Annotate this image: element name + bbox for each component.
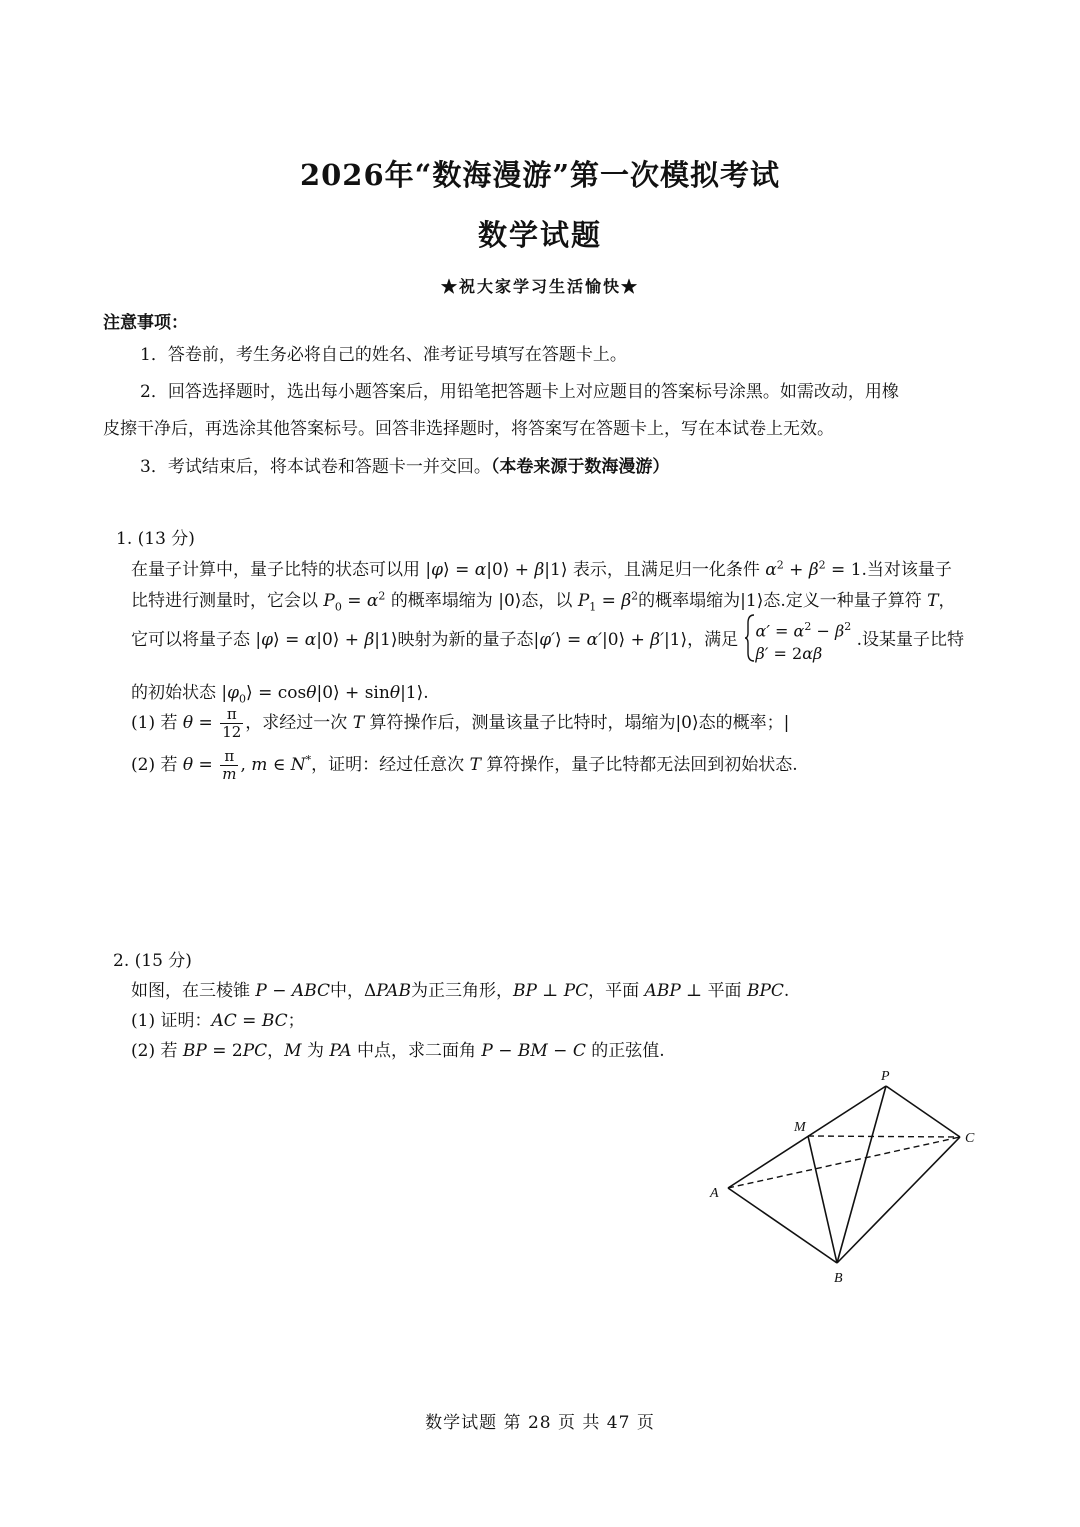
motto: ★祝大家学习生活愉快★ <box>440 277 639 296</box>
q2-text: 平面 <box>707 981 742 1001</box>
q1-text: .设某量子比特 <box>856 630 964 650</box>
question-1-part-1: (1) 若 θ = $\frac{\pi}{12}$ ，求经过一次 T 算符操作后，测量该量子比特时，塌缩为|0⟩态的概率；| <box>131 705 790 741</box>
q1-text: 它可以将量子态 <box>131 630 250 650</box>
q2-text: 为 <box>306 1041 324 1061</box>
q2-text: 中， <box>330 981 365 1001</box>
notice-item-3-text: 3．考试结束后，将本试卷和答题卡一并交回。 <box>140 457 491 477</box>
notice-item-2-line-1: 2．回答选择题时，选出每小题答案后，用铅笔把答题卡上对应题目的答案标号涂黑。如需改动，用橡 <box>140 382 899 402</box>
label-C: C <box>965 1131 975 1146</box>
system-brace <box>744 613 756 668</box>
q1-text: ，求经过一次 <box>245 713 348 733</box>
page-title: 2026年“数海漫游”第一次模拟考试 <box>299 158 781 192</box>
q2-text: ， <box>267 1041 285 1061</box>
edge-BA <box>728 1188 837 1263</box>
question-1-line-3: 它可以将量子态 |φ⟩ = α|0⟩ + β|1⟩映射为新的量子态|φ′⟩ = α′|0⟩ + β′|1⟩，满足 $\alpha' = \alpha^2 - \beta^2$ β′ = 2αβ .设某量子比特 <box>131 613 964 668</box>
q1-text: 在量子计算中，量子比特的状态可以用 <box>131 560 420 580</box>
question-1-line-2: 比特进行测量时，它会以 $P_0 = \alpha^2$ 的概率塌缩为 |0⟩态，以 $P_1 = \beta^2$的概率塌缩为|1⟩态.定义一种量子算符 T， <box>131 589 956 614</box>
q1-text: 的初始状态 <box>131 683 216 703</box>
q1-text: 的概率塌缩为 <box>638 591 741 611</box>
q1-text: 态的概率； <box>698 713 784 733</box>
label-P: P <box>881 1069 890 1084</box>
q1-text: 比特进行测量时，它会以 <box>131 591 318 611</box>
q2-text: 的正弦值. <box>591 1041 665 1061</box>
hidden-edge-AC <box>728 1137 960 1188</box>
hidden-edge-MC <box>808 1136 960 1137</box>
page-subtitle: 数学试题 <box>477 218 602 252</box>
tetrahedron-figure <box>700 1060 990 1290</box>
notice-item-1: 1．答卷前，考生务必将自己的姓名、准考证号填写在答题卡上。 <box>140 345 627 365</box>
question-1-part-2: (2) 若 θ = $\frac{\pi}{m}$ , m ∈ N*，证明：经过任意次 T 算符操作，量子比特都无法回到初始状态. <box>131 747 798 783</box>
q1-text: ，证明：经过任意次 <box>311 755 465 775</box>
question-1-number: 1. (13 分) <box>116 529 195 549</box>
q1-text: 态，以 <box>521 591 573 611</box>
q1-text: 映射为新的量子态 <box>397 630 534 650</box>
question-2-line-1: 如图，在三棱锥 P − ABC中，ΔPAB为正三角形，BP ⊥ PC，平面 ABP ⊥ 平面 BPC. <box>131 981 790 1001</box>
question-2-number: 2. (15 分) <box>113 951 192 971</box>
q2-text: (1) 证明： <box>131 1011 212 1031</box>
fraction-pi-12: $\frac{\pi}{12}$ <box>222 705 242 741</box>
q1-text: (2) 若 <box>131 755 178 775</box>
question-2-part-1: (1) 证明：AC = BC； <box>131 1011 305 1031</box>
q1-text: ，满足 <box>687 630 739 650</box>
fraction-pi-m: $\frac{\pi}{m}$ <box>222 747 237 783</box>
q1-text: 表示，且满足归一化条件 <box>572 560 760 580</box>
q2-text: 如图，在三棱锥 <box>131 981 250 1001</box>
q2-text: 为正三角形， <box>410 981 513 1001</box>
q2-text: 中点，求二面角 <box>356 1041 476 1061</box>
q1-text: 算符操作后，测量该量子比特时，塌缩为 <box>369 713 676 733</box>
edge-PC <box>886 1086 960 1137</box>
q2-text: ，平面 <box>588 981 640 1001</box>
question-1-line-1: 在量子计算中，量子比特的状态可以用 |φ⟩ = α|0⟩ + β|1⟩ 表示，且满足归一化条件 $\alpha^2 + \beta^2 = 1$.当对该量子 <box>131 558 952 580</box>
notice-item-2-line-2: 皮擦干净后，再选涂其他答案标号。回答非选择题时，将答案写在答题卡上，写在本试卷上无效。 <box>103 419 834 439</box>
question-2-part-2: (2) 若 BP = 2PC，M 为 PA 中点，求二面角 P − BM − C 的正弦值. <box>131 1041 665 1061</box>
notice-item-3 <box>140 452 669 482</box>
question-1-line-4: 的初始状态 $|\varphi_0⟩$ = cosθ|0⟩ + sinθ|1⟩. <box>131 683 429 706</box>
equation-system: $\alpha' = \alpha^2 - \beta^2$ β′ = 2αβ <box>755 620 852 663</box>
q1-text: .当对该量子 <box>861 560 952 580</box>
page-footer: 数学试题 第 28 页 共 47 页 <box>425 1413 655 1433</box>
label-A: A <box>710 1186 719 1201</box>
q1-text: 算符操作，量子比特都无法回到初始状态. <box>486 755 798 775</box>
notice-heading: 注意事项： <box>103 313 188 333</box>
label-B: B <box>834 1271 843 1286</box>
q2-text: (2) 若 <box>131 1041 178 1061</box>
q1-text: (1) 若 <box>131 713 178 733</box>
edge-MB <box>808 1136 837 1263</box>
edge-CB <box>837 1137 960 1263</box>
label-M: M <box>794 1120 806 1135</box>
q1-text: 的概率塌缩为 <box>390 591 493 611</box>
notice-item-3-source: （本卷来源于数海漫游） <box>490 457 670 477</box>
q1-text: 态.定义一种量子算符 <box>763 591 922 611</box>
